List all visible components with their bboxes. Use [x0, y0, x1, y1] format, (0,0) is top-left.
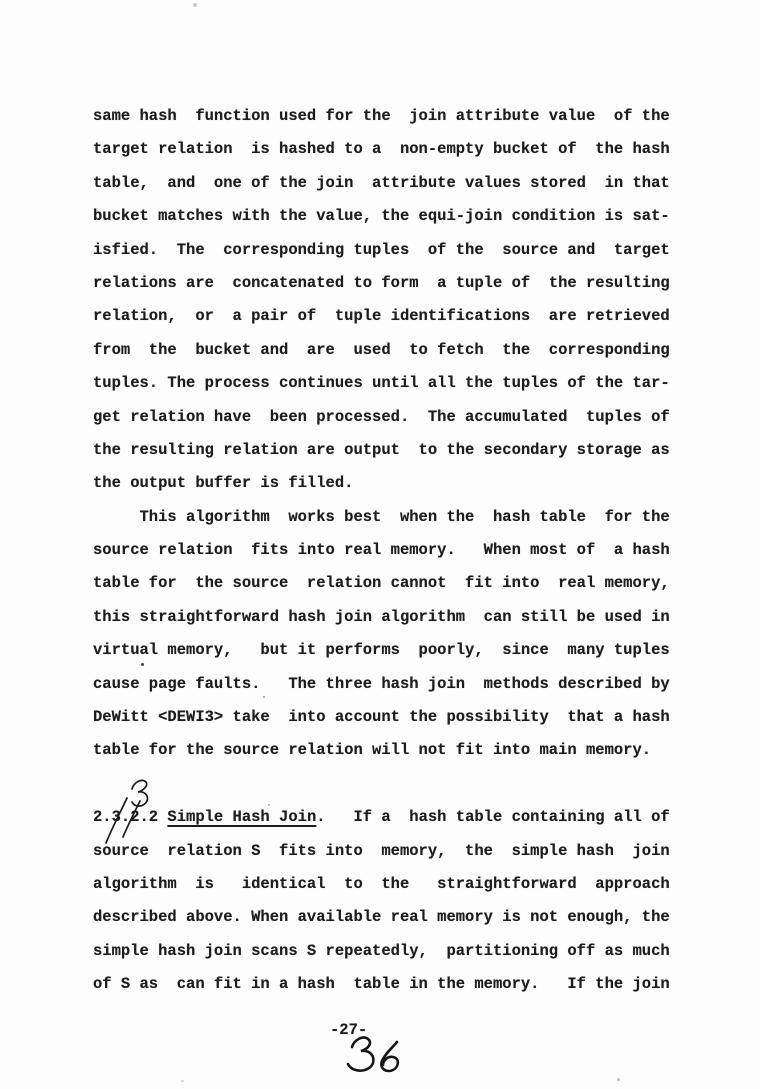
text-line: the output buffer is filled.	[93, 474, 354, 493]
text-line: cause page faults. The three hash join methods described by	[93, 674, 670, 693]
text-line: This algorithm works best when the hash table for the	[93, 507, 670, 526]
text-line: the resulting relation are output to the secondary storage as	[93, 440, 670, 459]
text-line: source relation fits into real memory. When most of a hash	[93, 541, 670, 560]
text-line: source relation S fits into memory, the simple hash join	[93, 841, 670, 860]
text-line: same hash function used for the join attribute value of the	[93, 107, 670, 125]
text-line: table for the source relation will not fit into main memory.	[93, 741, 652, 760]
text-line: get relation have been processed. The accumulated tuples of	[93, 407, 670, 426]
text-line: bucket matches with the value, the equi-join condition is sat-	[93, 207, 670, 226]
text-line: table, and one of the join attribute values stored in that	[93, 173, 670, 192]
handwritten-page-number-icon	[348, 1038, 398, 1071]
text-line: virtual memory, but it performs poorly, since many tuples	[93, 641, 670, 660]
text-line: relations are concatenated to form a tuple of the resulting	[93, 273, 670, 292]
paragraph-algorithm-memory	[93, 501, 693, 768]
text-line: from the bucket and are used to fetch the corresponding	[93, 340, 670, 359]
section-number: 2.3.2.2	[93, 808, 168, 827]
text-line: simple hash join scans S repeatedly, partitioning off as much	[93, 941, 670, 960]
section-heading	[93, 801, 693, 834]
text-line: table for the source relation cannot fit into real memory,	[93, 574, 670, 593]
scan-speck	[141, 663, 144, 666]
paragraph-straightforward-join	[93, 100, 693, 501]
text-line: target relation is hashed to a non-empty bucket of the hash	[93, 140, 670, 159]
section-heading-rest: . If a hash table containing all of	[316, 808, 670, 827]
text-line: relation, or a pair of tuple identifications are retrieved	[93, 307, 670, 326]
section-title: Simple Hash Join	[167, 808, 317, 827]
text-line: isfied. The corresponding tuples of the source and target	[93, 240, 670, 259]
text-line: this straightforward hash join algorithm can still be used in	[93, 607, 670, 626]
scan-speck	[617, 1078, 620, 1081]
text-line: DeWitt <DEWI3> take into account the possibility that a hash	[93, 708, 670, 727]
text-line: tuples. The process continues until all the tuples of the tar-	[93, 374, 670, 393]
blank-line	[93, 768, 693, 801]
text-line: of S as can fit in a hash table in the memory. If the join	[93, 975, 670, 994]
scan-speck	[263, 696, 265, 698]
scan-speck	[193, 3, 197, 7]
paragraph-simple-hash-join	[93, 835, 693, 1002]
text-column	[93, 100, 693, 1002]
scan-speck	[181, 1080, 184, 1082]
scan-speck	[268, 804, 270, 806]
text-line: described above. When available real memory is not enough, the	[93, 908, 670, 927]
page-number: -27-	[330, 1021, 368, 1039]
text-line: algorithm is identical to the straightforward approach	[93, 874, 670, 893]
